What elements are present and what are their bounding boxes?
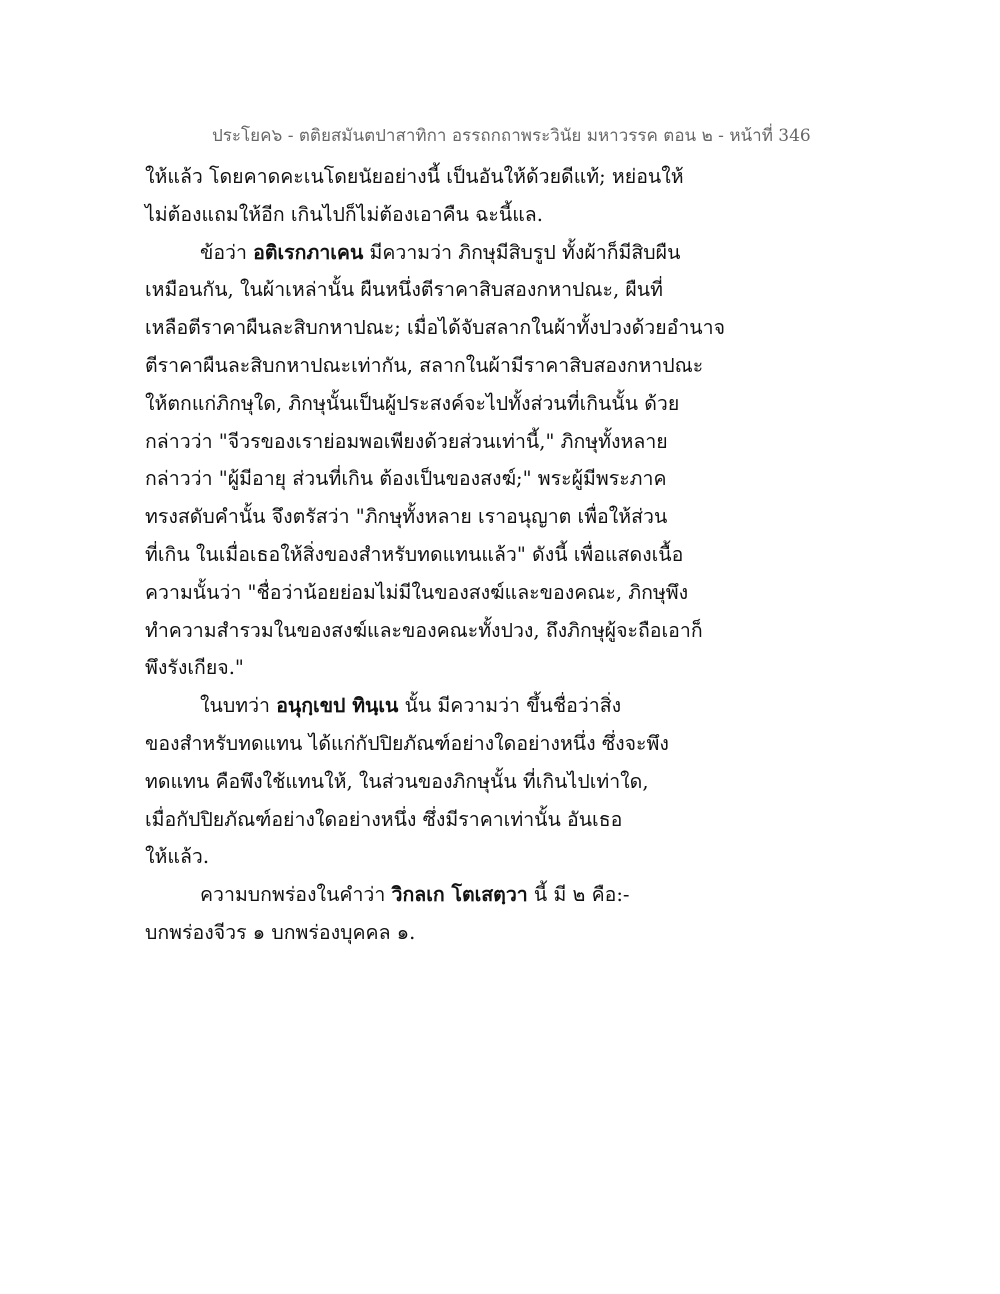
text-line: พึงรังเกียจ." [145,656,244,680]
lead-text: ความบกพร่องในคำว่า [200,883,392,907]
text-line: ให้ตกแก่ภิกษุใด, ภิกษุนั้นเป็นผู้ประสงค์จะไปทั้งส่วนที่เกินนั้น ด้วย [145,391,680,415]
text-line: เมื่อกัปปิยภัณฑ์อย่างใดอย่างหนึ่ง ซึ่งมีราคาเท่านั้น อันเธอ [145,807,623,831]
pali-term: อนุกฺเขป ทินฺเน [276,694,399,718]
trail-text: นั้น มีความว่า ขึ้นชื่อว่าสิ่ง [398,694,622,718]
text-line-first [145,687,745,725]
body-text [145,158,745,952]
text-line: ทำความสำรวมในของสงฆ์และของคณะทั้งปวง, ถึงภิกษุผู้จะถือเอาก็ [145,618,703,642]
lead-text: ในบทว่า [200,694,277,718]
text-line: ตีราคาผืนละสิบกหาปณะเท่ากัน, สลากในผ้ามีราคาสิบสองกหาปณะ [145,353,704,377]
text-line: กล่าวว่า "จีวรของเราย่อมพอเพียงด้วยส่วนเท่านี้," ภิกษุทั้งหลาย [145,429,668,453]
text-line: ของสำหรับทดแทน ได้แก่กัปปิยภัณฑ์อย่างใดอย่างหนึ่ง ซึ่งจะพึง [145,731,669,755]
text-line: ความนั้นว่า "ชื่อว่าน้อยย่อมไม่มีในของสงฆ์และของคณะ, ภิกษุพึง [145,580,689,604]
page-header: ประโยค๖ - ตติยสมันตปาสาทิกา อรรถกถาพระวินัย มหาวรรค ตอน ๒ - หน้าที่ 346 [212,126,811,146]
pali-term: อติเรกภาเคน [253,240,364,264]
text-line: ให้แล้ว โดยคาดคะเนโดยนัยอย่างนี้ เป็นอันให้ด้วยดีแท้; หย่อนให้ [145,165,684,188]
text-line: เหลือตีราคาผืนละสิบกหาปณะ; เมื่อได้จับสลากในผ้าทั้งปวงด้วยอำนาจ [145,316,726,340]
text-line: ทรงสดับคำนั้น จึงตรัสว่า "ภิกษุทั้งหลาย เราอนุญาต เพื่อให้ส่วน [145,505,668,529]
trail-text: มีความว่า ภิกษุมีสิบรูป ทั้งผ้าก็มีสิบผืน [363,240,681,264]
paragraph-3 [145,687,745,876]
text-line: ทดแทน คือพึงใช้แทนให้, ในส่วนของภิกษุนั้น ที่เกินไปเท่าใด, [145,769,649,793]
text-line-first [145,876,745,914]
trail-text: นี้ มี ๒ คือ:- [527,883,630,907]
text-line: กล่าวว่า "ผู้มีอายุ ส่วนที่เกิน ต้องเป็นของสงฆ์;" พระผู้มีพระภาค [145,467,667,491]
text-line: ให้แล้ว. [145,845,210,869]
pali-term: วิกลเก โตเสตฺวา [391,883,528,907]
paragraph-1 [145,158,745,234]
text-line: เหมือนกัน, ในผ้าเหล่านั้น ผืนหนึ่งตีราคาสิบสองกหาปณะ, ผืนที่ [145,278,663,302]
text-line-first [145,234,745,272]
text-line: ที่เกิน ในเมื่อเธอให้สิ่งของสำหรับทดแทนแล้ว" ดังนี้ เพื่อแสดงเนื้อ [145,542,684,566]
text-line: บกพร่องจีวร ๑ บกพร่องบุคคล ๑. [145,920,416,944]
lead-text: ข้อว่า [200,240,254,264]
text-line: ไม่ต้องแถมให้อีก เกินไปก็ไม่ต้องเอาคืน ฉะนี้แล. [145,202,543,226]
paragraph-2 [145,234,745,688]
paragraph-4 [145,876,745,952]
